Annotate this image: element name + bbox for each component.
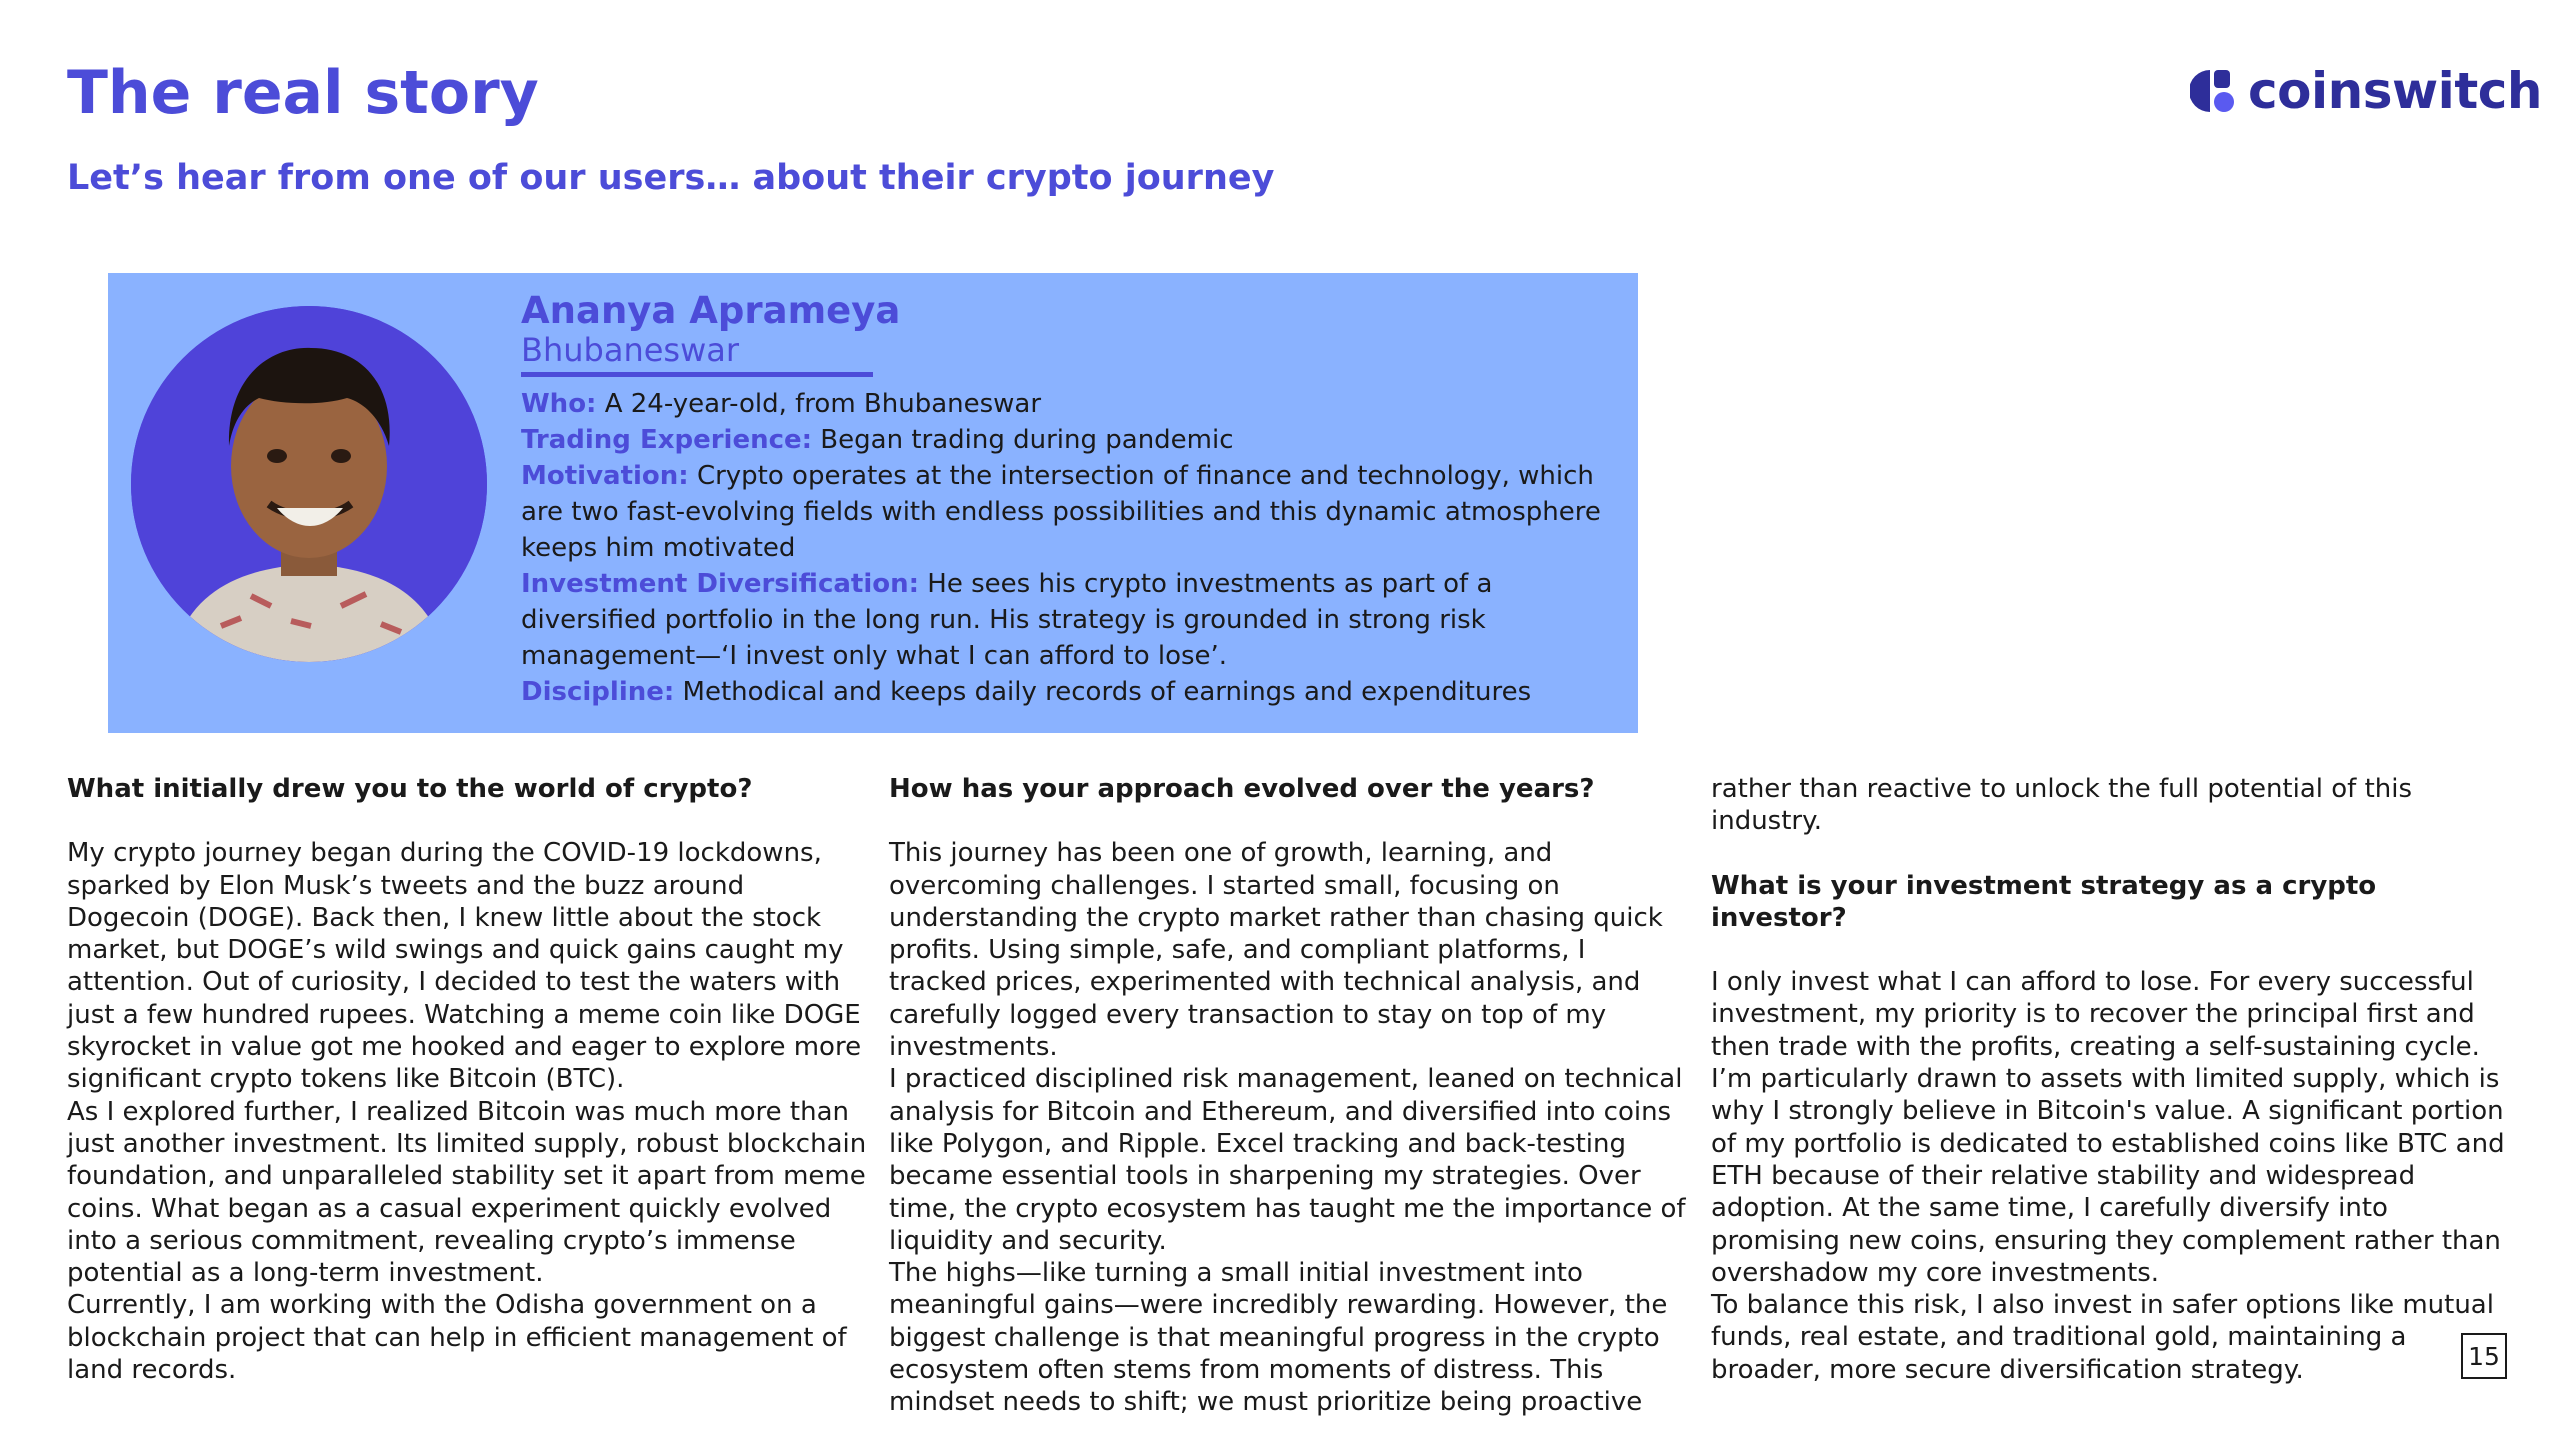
detail-discipline bbox=[521, 674, 1611, 710]
detail-investment-diversification bbox=[521, 566, 1611, 674]
answer-2-paragraph-3: The highs—like turning a small initial investment into meaningful gains—were incredibly rewarding. However, the biggest challenge is that meaningful progress in the crypto ecosystem often stems from moments of distress. This mindset needs to shift; we must prioritize being proactive bbox=[889, 1258, 1668, 1418]
profile-name: Ananya Aprameya bbox=[521, 289, 901, 332]
answer-3-paragraph-1: I only invest what I can afford to lose. For every successful investment, my priority is to recover the principal first and then trade with the profits, creating a self-sustaining cycle. I’m particularly drawn to assets with limited supply, which is why I strongly believe in Bitcoin's value. A significant portion of my portfolio is dedicated to established coins like BTC and ETH because of their relative stability and widespread adoption. At the same time, I carefully diversify into promising new coins, ensuring they complement rather than overshadow my core investments. bbox=[1711, 967, 2505, 1288]
answer-1-paragraph-3: Currently, I am working with the Odisha government on a blockchain project that can help in efficient management of land records. bbox=[67, 1290, 847, 1386]
detail-motivation bbox=[521, 458, 1611, 566]
coinswitch-logo bbox=[2190, 62, 2542, 120]
discipline-label: Discipline: bbox=[521, 677, 675, 707]
article-column-1 bbox=[67, 773, 867, 1386]
avatar bbox=[131, 306, 487, 662]
discipline-value: Methodical and keeps daily records of earnings and expenditures bbox=[674, 677, 1532, 707]
detail-who bbox=[521, 386, 1611, 422]
answer-2-continuation: rather than reactive to unlock the full potential of this industry. bbox=[1711, 774, 2413, 837]
answer-1-paragraph-2: As I explored further, I realized Bitcoin was much more than just another investment. Its limited supply, robust blockchain foundation, and unparalleled stability set it apart from meme coins. What began as a casual experiment quickly evolved into a serious commitment, revealing crypto’s immense potential as a long-term investment. bbox=[67, 1096, 867, 1289]
question-3: What is your investment strategy as a crypto investor? bbox=[1711, 870, 2377, 933]
motivation-label: Motivation: bbox=[521, 461, 689, 491]
page-title: The real story bbox=[67, 58, 539, 128]
answer-1-paragraph-1: My crypto journey began during the COVID-19 lockdowns, sparked by Elon Musk’s tweets and the buzz around Dogecoin (DOGE). Back then, I knew little about the stock market, but DOGE’s wild swings and quick gains caught my attention. Out of curiosity, I decided to test the waters with just a few hundred rupees. Watching a meme coin like DOGE skyrocket in value got me hooked and eager to explore more significant crypto tokens like Bitcoin (BTC). bbox=[67, 838, 862, 1095]
article-column-2 bbox=[889, 773, 1689, 1419]
name-underline bbox=[521, 372, 873, 377]
motivation-value: Crypto operates at the intersection of finance and technology, which are two fast-evolving fields with endless possibilities and this dynamic atmosphere keeps him motivated bbox=[521, 461, 1601, 563]
question-1: What initially drew you to the world of crypto? bbox=[67, 774, 753, 804]
answer-2-paragraph-1: This journey has been one of growth, learning, and overcoming challenges. I started small, focusing on understanding the crypto market rather than chasing quick profits. Using simple, safe, and compliant platforms, I tracked prices, experimented with technical analysis, and carefully logged every transaction to stay on top of my investments. bbox=[889, 838, 1663, 1063]
article-column-3 bbox=[1711, 773, 2511, 1386]
who-value: A 24-year-old, from Bhubaneswar bbox=[596, 389, 1042, 419]
question-2: How has your approach evolved over the years? bbox=[889, 774, 1595, 804]
logo-text: coinswitch bbox=[2248, 62, 2542, 120]
profile-details bbox=[521, 386, 1611, 710]
diversification-label: Investment Diversification: bbox=[521, 569, 920, 599]
profile-city: Bhubaneswar bbox=[521, 331, 740, 369]
who-label: Who: bbox=[521, 389, 597, 419]
user-portrait-icon bbox=[131, 306, 487, 662]
detail-trading-experience bbox=[521, 422, 1611, 458]
trading-label: Trading Experience: bbox=[521, 425, 813, 455]
page-subtitle: Let’s hear from one of our users… about their crypto journey bbox=[67, 158, 1275, 198]
page-number: 15 bbox=[2461, 1333, 2507, 1379]
coinswitch-logo-icon bbox=[2190, 66, 2236, 116]
answer-2-paragraph-2: I practiced disciplined risk management, leaned on technical analysis for Bitcoin and Ethereum, and diversified into coins like Polygon, and Ripple. Excel tracking and back-testing became essential tools in sharpening my strategies. Over time, the crypto ecosystem has taught me the importance of liquidity and security. bbox=[889, 1064, 1686, 1256]
diversification-value: He sees his crypto investments as part of a diversified portfolio in the long run. His strategy is grounded in strong risk management—‘I invest only what I can afford to lose’. bbox=[521, 569, 1493, 671]
profile-card bbox=[108, 273, 1638, 733]
answer-3-paragraph-2: To balance this risk, I also invest in safer options like mutual funds, real estate, and traditional gold, maintaining a broader, more secure diversification strategy. bbox=[1711, 1290, 2494, 1385]
trading-value: Began trading during pandemic bbox=[812, 425, 1234, 455]
